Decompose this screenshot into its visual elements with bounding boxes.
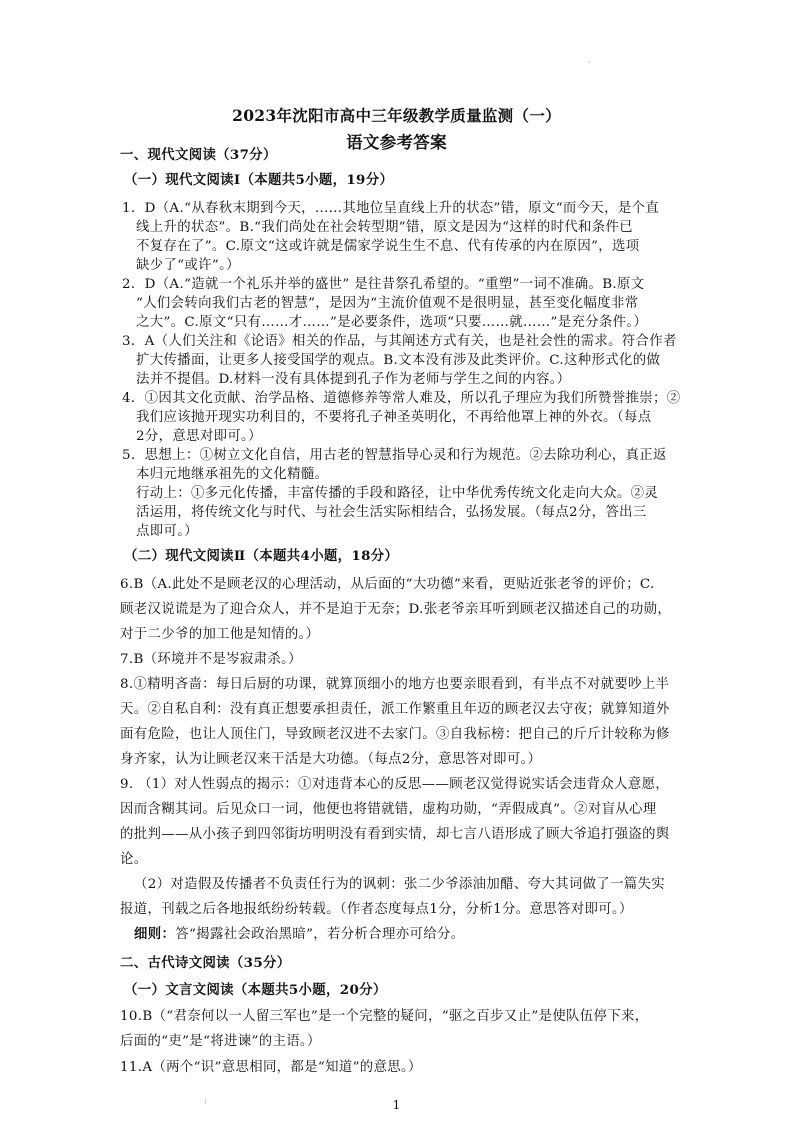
page-number: 1: [392, 1098, 401, 1112]
scan-dot: ·: [588, 58, 591, 67]
answer-line: 天。②自私自利：没有真正想要承担责任，派工作繁重且年迈的顾老汉去守夜；就算知道外: [120, 702, 670, 717]
answer-line: 8.①精明吝啬：每日后厨的功课，就算顶细小的地方也要亲眼看到，有半点不对就要吵上半: [120, 677, 670, 692]
grading-rule-line: [134, 926, 464, 943]
answer-line: 面有危险，也让人顶住门，导致顾老汉进不去家门。③自我标榜：把自己的斤斤计较称为修: [120, 727, 670, 742]
answer-line: 4．①因其文化贡献、治学品格、道德修养等常人难及，所以孔子理应为我们所赞誉推崇；②: [122, 391, 681, 406]
answer-line: 6.B（A.此处不是顾老汉的心理活动，从后面的“大功德”来看，更贴近张老爷的评价；C.: [120, 577, 655, 592]
answer-line: 顾老汉说谎是为了迎合众人，并不是迫于无奈；D.张老爷亲耳听到顾老汉描述自己的功勋，: [120, 602, 672, 617]
answer-line: 2分，意思对即可。）: [136, 429, 262, 444]
answer-line: 扩大传播面，让更多人接受国学的观点。B.文本没有涉及此类评价。C.这种形式化的做: [136, 353, 661, 368]
answer-line: 的批判——从小孩子到四邻街坊明明没有看到实情，却七言八语形成了顾大爷追打强盗的舆: [120, 827, 670, 842]
answer-line: （2）对造假及传播者不负责任行为的讽刺：张二少爷添油加醋、夸大其词做了一篇失实: [134, 877, 666, 892]
section-heading: 一、现代文阅读（37分）: [120, 147, 277, 163]
answer-line: 本归元地继承祖先的文化精髓。: [136, 467, 329, 482]
answer-line: 3．A（人们关注和《论语》相关的作品，与其阐述方式有关，也是社会性的需求。符合作者: [122, 334, 677, 349]
answer-line: 后面的“吏”是“将进谏”的主语。）: [120, 1034, 321, 1049]
answer-line: 之大”。C.原文“只有……才……”是必要条件，选项“只要……就……”是充分条件。）: [136, 315, 648, 330]
answer-line: 因而含糊其词。后见众口一词，他便也将错就错，虚构功勋，“弄假成真”。②对盲从心理: [120, 802, 657, 817]
subsection-heading: （一）文言文阅读（本题共5小题，20分）: [124, 982, 387, 998]
answer-line: 活运用，将传统文化与时代、与社会生活实际相结合，弘扬发展。（每点2分，答出三: [136, 505, 647, 520]
document-title: 2023年沈阳市高中三年级教学质量监测（一）: [232, 106, 561, 125]
answer-line: “人们会转向我们古老的智慧”，是因为“主流价值观不是很明显，甚至变化幅度非常: [136, 296, 639, 311]
grading-rule-text: 答“揭露社会政治黑暗”，若分析合理亦可给分。: [175, 927, 465, 942]
answer-line: 1．D（A.“从春秋末期到今天，……其地位呈直线上升的状态”错，原文“而今天，是个直: [122, 201, 660, 216]
scan-dot: ⁝: [204, 1097, 207, 1106]
answer-line: 5．思想上：①树立文化自信，用古老的智慧指导心灵和行为规范。②去除功利心，真正返: [122, 448, 667, 463]
answer-line: 身齐家，认为让顾老汉来干活是大功德。（每点2分，意思答对即可。）: [120, 752, 542, 767]
answer-line: 线上升的状态”。B.“我们尚处在社会转型期”错，原文是因为“这样的时代和条件已: [136, 220, 634, 235]
subsection-heading: （二）现代文阅读Ⅱ（本题共4小题，18分）: [124, 548, 399, 564]
answer-line: 10.B（“君奈何以一人留三军也”是一个完整的疑问，“驱之百步又止”是使队伍停下来，: [120, 1009, 649, 1024]
answer-line: 行动上：①多元化传播，丰富传播的手段和路径，让中华优秀传统文化走向大众。②灵: [136, 486, 659, 501]
answer-line: 不复存在了”。C.原文“这或许就是儒家学说生生不息、代有传承的内在原因”，选项: [136, 239, 640, 254]
document-subtitle: 语文参考答案: [346, 133, 447, 152]
answer-line: 点即可。）: [136, 524, 199, 539]
answer-line: 对于二少爷的加工他是知情的。）: [120, 627, 320, 642]
answer-line: 2．D（A.“造就一个礼乐并举的盛世” 是往昔祭孔希望的。“重塑”一词不准确。B.原文: [122, 277, 645, 292]
answer-line: 论。: [120, 852, 148, 867]
answer-line: 我们应该抛开现实功利目的，不要将孔子神圣英明化，不再给他罩上神的外衣。（每点: [136, 410, 652, 425]
answer-line: 报道，刊载之后各地报纸纷纷转载。（作者态度每点1分，分析1分。意思答对即可。）: [120, 902, 633, 917]
answer-line: 9. （1）对人性弱点的揭示：①对违背本心的反思——顾老汉觉得说实话会违背众人意愿，: [120, 777, 670, 792]
answer-line: 缺少了“或许”。）: [136, 258, 240, 273]
answer-line: 法并不提倡。D.材料一没有具体提到孔子作为老师与学生之间的内容。）: [136, 372, 571, 387]
grading-rule-label: 细则：: [134, 926, 176, 942]
section-heading: 二、古代诗文阅读（35分）: [120, 955, 291, 971]
answer-line: 7.B（环境并不是岑寂肃杀。）: [120, 652, 302, 667]
subsection-heading: （一）现代文阅读Ⅰ（本题共5小题，19分）: [124, 172, 394, 188]
answer-line: 11.A（两个“识”意思相同，都是“知道”的意思。）: [120, 1060, 422, 1075]
